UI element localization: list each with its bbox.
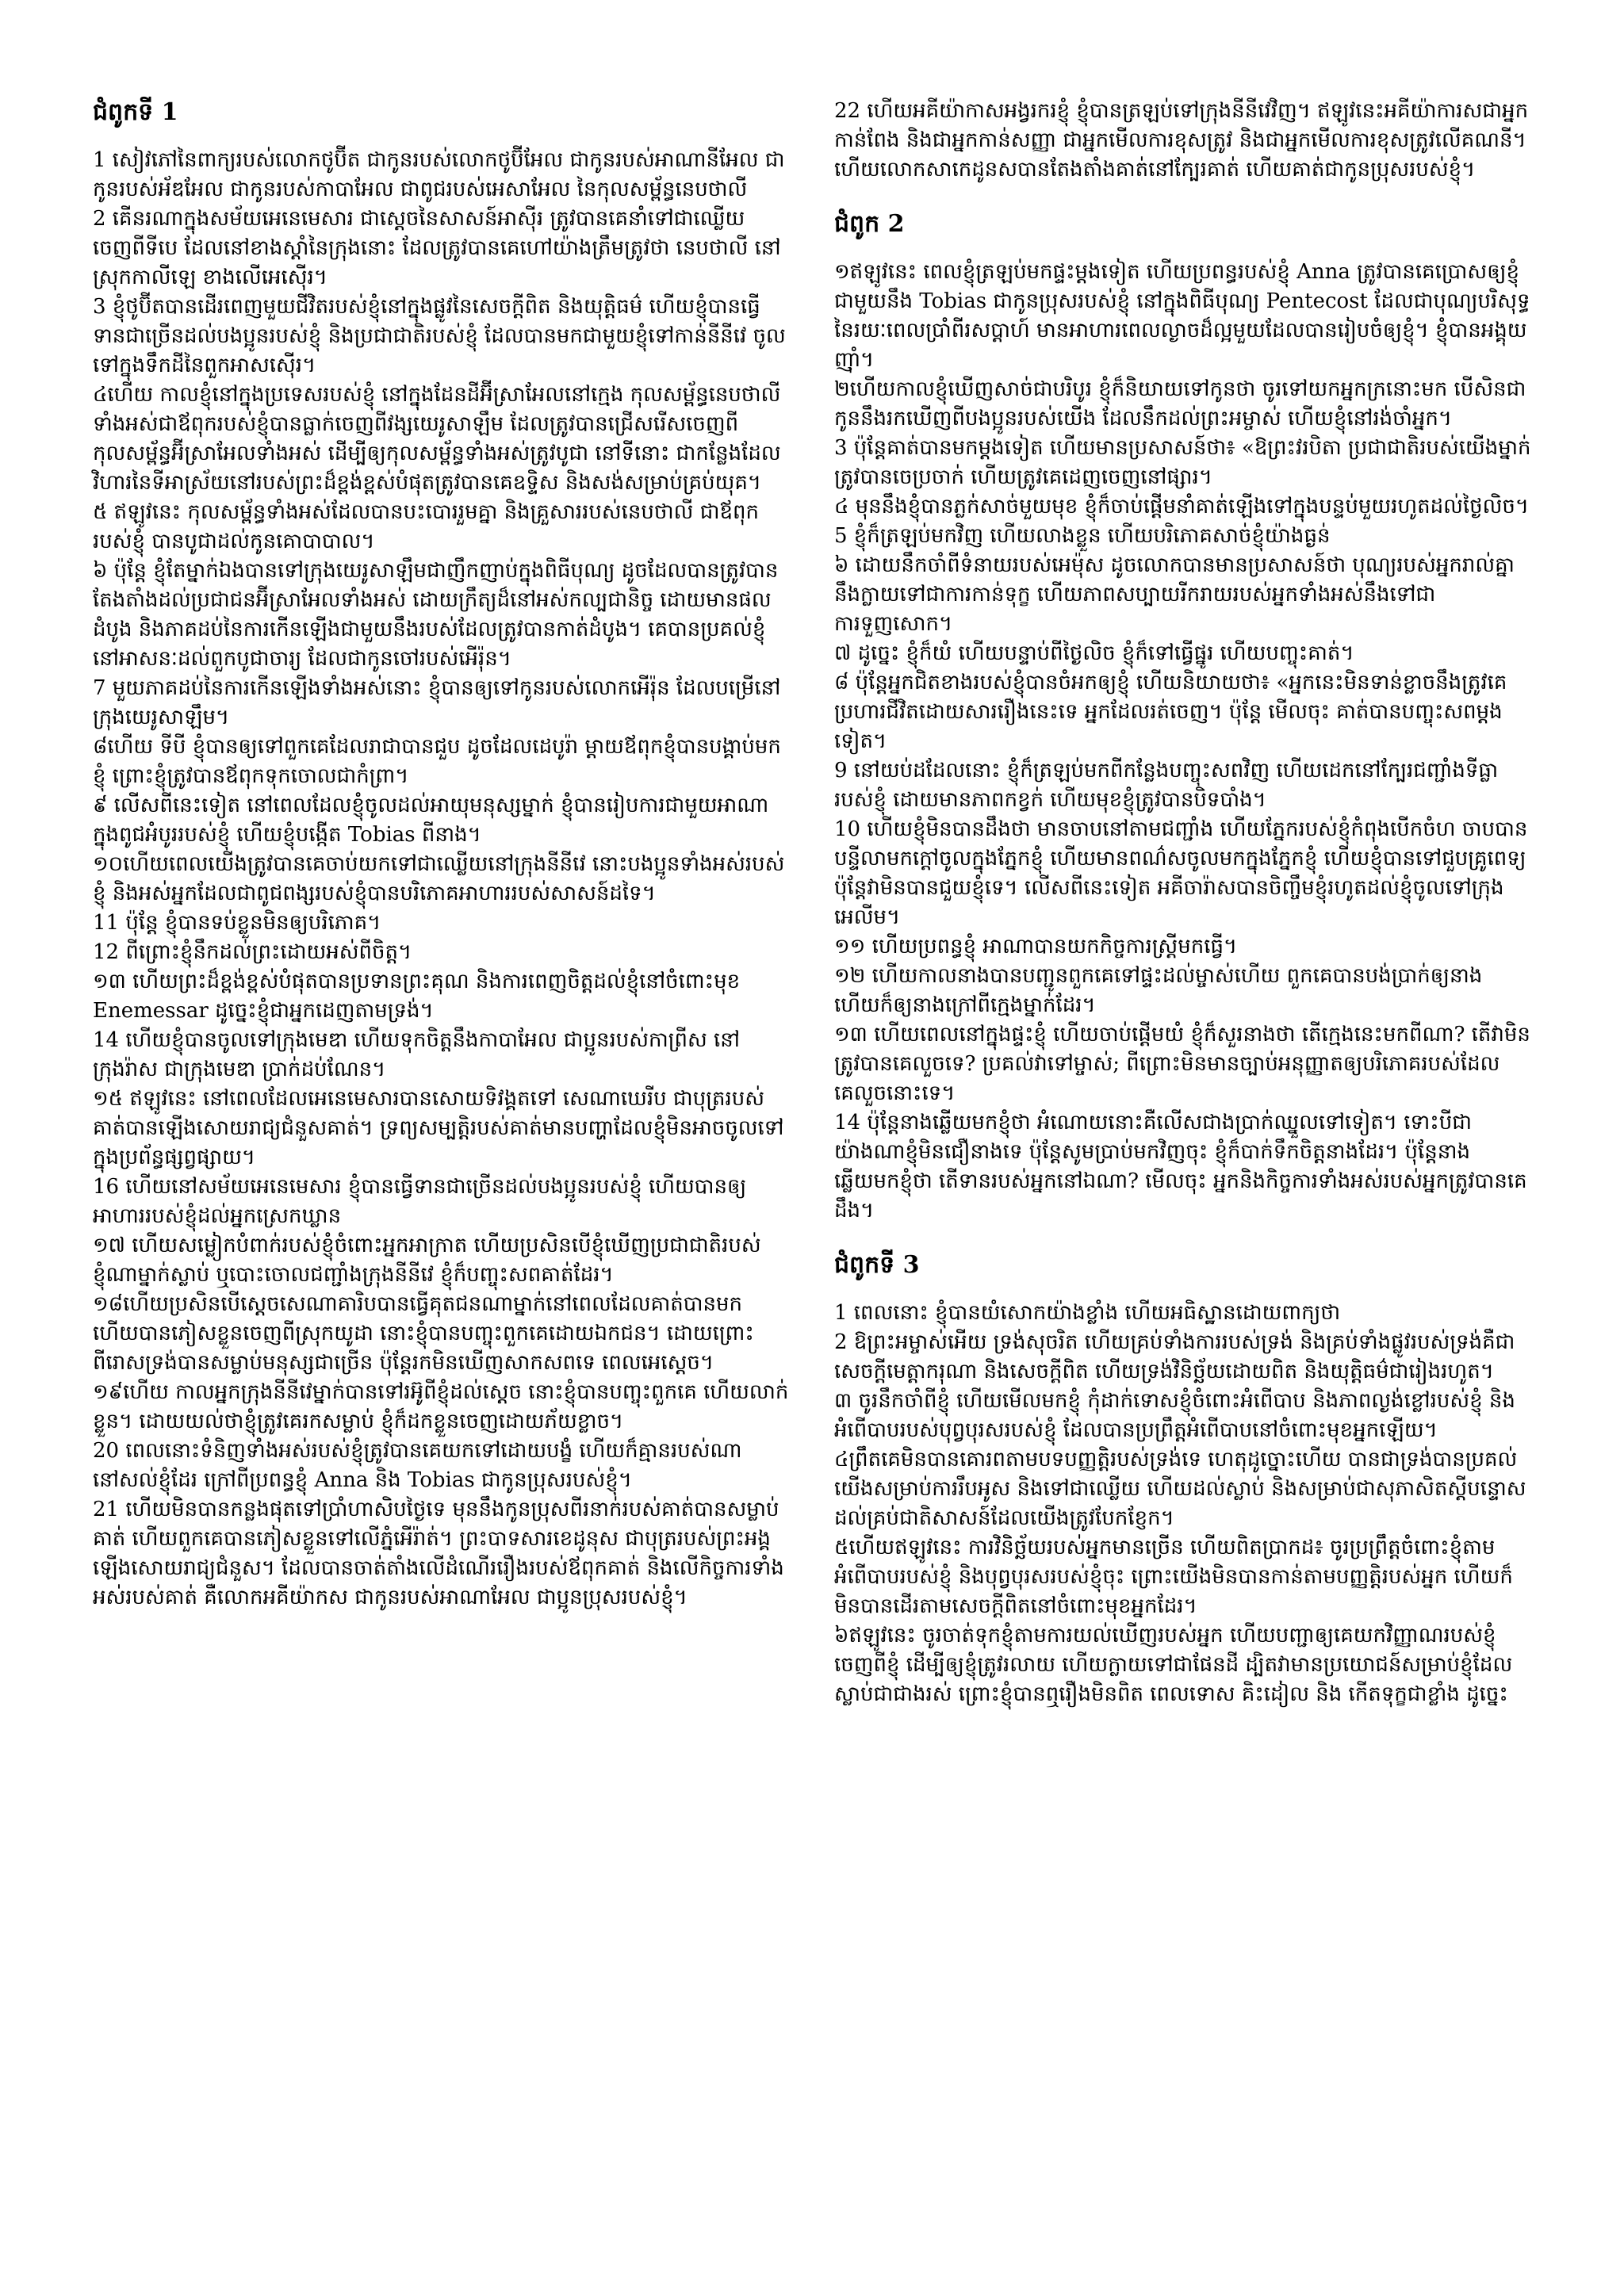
verse: ៨ ប៉ុន្តែអ្នកជិតខាងរបស់ខ្ញុំបានចំអកឲ្យខ្ញុំ ហើយនិយាយថា៖ «អ្នកនេះមិនទាន់ខ្លាចនឹងត្រូវគេប្រហារជីវិតដោយសាររឿងនេះទេ អ្នកដែលរត់ចេញ។ ប៉ុន្តែ មើលចុះ គាត់បានបញ្ចុះសពម្តងទៀត។ [834, 671, 1507, 753]
verse: ១៨ហើយប្រសិនបើស្តេចសេណាគារិបបានធ្វើគុតជនណាម្នាក់នៅពេលដែលគាត់បានមក ហើយបានភៀសខ្លួនចេញពីស្រុកយូដា នោះខ្ញុំបានបញ្ចុះពួកគេដោយឯកជន។ ដោយព្រោះពីរោសទ្រង់បានសម្លាប់មនុស្សជាច្រើន ប៉ុន្តែរកមិនឃើញសាកសពទេ ពេលអេស្តេច។ [93, 1292, 754, 1375]
verse: ៣ ចូរនឹកចាំពីខ្ញុំ ហើយមើលមកខ្ញុំ កុំដាក់ទោសខ្ញុំចំពោះអំពើបាប និងភាពល្ងង់ខ្លៅរបស់ខ្ញុំ និងអំពើបាបរបស់បុព្វបុរសរបស់ខ្ញុំ ដែលបានប្រព្រឹត្តអំពើបាបនៅចំពោះមុខអ្នកឡើយ។ [834, 1389, 1515, 1442]
verse: ៦ឥឡូវនេះ ចូរចាត់ទុកខ្ញុំតាមការយល់ឃើញរបស់អ្នក ហើយបញ្ជាឲ្យគេយកវិញ្ញាណរបស់ខ្ញុំចេញពីខ្ញុំ ដើម្បីឲ្យខ្ញុំត្រូវរលាយ ហើយក្លាយទៅជាផែនដី ដ្បិតវាមានប្រយោជន៍សម្រាប់ខ្ញុំដែលស្លាប់ជាជាងរស់ ព្រោះខ្ញុំបានឮរឿងមិនពិត ពេលទោស គិះដៀល និង កើតទុក្ខជាខ្លាំង ដូច្នេះ [834, 1624, 1513, 1706]
verse: 3 ខ្ញុំថូប៊ីតបានដើរពេញមួយជីវិតរបស់ខ្ញុំនៅក្នុងផ្លូវនៃសេចក្តីពិត និងយុត្តិធម៌ ហើយខ្ញុំបានធ្វើទានជាច្រើនដល់បងប្អូនរបស់ខ្ញុំ និងប្រជាជាតិរបស់ខ្ញុំ ដែលបានមកជាមួយខ្ញុំទៅកាន់នីនីវេ ចូលទៅក្នុងទឹកដីនៃពួកអាសស៊ើរ។ [93, 295, 786, 377]
verse: 2 ឱព្រះអម្ចាស់អើយ ទ្រង់សុចរិត ហើយគ្រប់ទាំងការរបស់ទ្រង់ និងគ្រប់ទាំងផ្លូវរបស់ទ្រង់គឺជាសេចក្តីមេត្តាករុណា និងសេចក្តីពិត ហើយទ្រង់វិនិច្ឆ័យដោយពិត និងយុត្តិធម៌ជារៀងរហូត។ [834, 1330, 1515, 1383]
right-column [834, 97, 1532, 1709]
verse: 20 ពេលនោះទំនិញទាំងអស់របស់ខ្ញុំត្រូវបានគេយកទៅដោយបង្ខំ ហើយក៏គ្មានរបស់ណានៅសល់ខ្ញុំដែរ ក្រៅពីប្រពន្ធខ្ញុំ Anna និង Tobias ជាកូនប្រុសរបស់ខ្ញុំ។ [93, 1439, 742, 1492]
verse: ១១ ហើយប្រពន្ធខ្ញុំ អាណាបានយកកិច្ចការស្ត្រីមកធ្វើ។ [834, 935, 1238, 959]
verse: ៤ហើយ កាលខ្ញុំនៅក្នុងប្រទេសរបស់ខ្ញុំ នៅក្នុងដែនដីអ៊ីស្រាអែលនៅក្មេង កុលសម្ព័ន្ធនេបថាលីទាំងអស់ជាឪពុករបស់ខ្ញុំបានធ្លាក់ចេញពីវង្សយេរូសាឡឹម ដែលត្រូវបានជ្រើសរើសចេញពីកុលសម្ព័ន្ធអ៊ីស្រាអែលទាំងអស់ ដើម្បីឲ្យកុលសម្ព័ន្ធទាំងអស់ត្រូវបូជា នៅទីនោះ ជាកន្លែងដែលវិហារនៃទីអាស្រ័យនៅរបស់ព្រះដ៏ខ្ពង់ខ្ពស់បំផុតត្រូវបានគេឧទ្ទិស និងសង់សម្រាប់គ្រប់យុគ។ [93, 383, 781, 495]
verse: ១៣ ហើយពេលនៅក្នុងផ្ទះខ្ញុំ ហើយចាប់ផ្តើមយំ ខ្ញុំក៏សួរនាងថា តើក្មេងនេះមកពីណា? តើវាមិនត្រូវបានគេលួចទេ? ប្រគល់វាទៅម្ចាស់; ពីព្រោះមិនមានច្បាប់អនុញ្ញាតឲ្យបរិភោគរបស់ដែលគេលួចនោះទេ។ [834, 1023, 1530, 1105]
verse: 16 ហើយនៅសម័យអេនេមេសារ ខ្ញុំបានធ្វើទានជាច្រើនដល់បងប្អូនរបស់ខ្ញុំ ហើយបានឲ្យអាហាររបស់ខ្ញុំដល់អ្នកស្រេកឃ្លាន [93, 1175, 747, 1228]
verse: 14 ប៉ុន្តែនាងឆ្លើយមកខ្ញុំថា អំណោយនោះគឺលើសជាងប្រាក់ឈ្នួលទៅទៀត។ ទោះបីជាយ៉ាងណាខ្ញុំមិនជឿនាងទេ ប៉ុន្តែសូមប្រាប់មកវិញចុះ ខ្ញុំក៏បាក់ទឹកចិត្តនាងដែរ។ ប៉ុន្តែនាងឆ្លើយមកខ្ញុំថា តើទានរបស់អ្នកនៅឯណា? មើលចុះ អ្នកនិងកិច្ចការទាំងអស់របស់អ្នកត្រូវបានគេដឹង។ [834, 1111, 1527, 1223]
verse: 2 គើនរណាក្នុងសម័យអេនេមេសារ ជាស្តេចនៃសាសន៍អាស៊ីរ ត្រូវបានគេនាំទៅជាឈ្លើយចេញពីទីបេ ដែលនៅខាងស្តាំនៃក្រុងនោះ ដែលត្រូវបានគេហៅយ៉ាងត្រឹមត្រូវថា នេបថាលី នៅស្រុកកាលីឡេ ខាងលើអេស៊ើរ។ [93, 207, 781, 289]
left-column [93, 97, 791, 1613]
verse: ៧ ដូច្នេះ ខ្ញុំក៏យំ ហើយបន្ទាប់ពីថ្ងៃលិច ខ្ញុំក៏ទៅធ្វើផ្នូរ ហើយបញ្ចុះគាត់។ [834, 641, 1354, 665]
verse: ១ឥឡូវនេះ ពេលខ្ញុំត្រឡប់មកផ្ទះម្តងទៀត ហើយប្រពន្ធរបស់ខ្ញុំ Anna ត្រូវបានគេប្រោសឲ្យខ្ញុំជាមួយនឹង Tobias ជាកូនប្រុសរបស់ខ្ញុំ នៅក្នុងពិធីបុណ្យ Pentecost ដែលជាបុណ្យបរិសុទ្ធនៃរយៈពេលប្រាំពីរសប្តាហ៍ មានអាហារពេលល្ងាចដ៏ល្អមួយដែលបានរៀបចំឲ្យខ្ញុំ។ ខ្ញុំបានអង្គុយញ៉ាំ។ [834, 260, 1530, 372]
verse: ១៩ហើយ កាលអ្នកក្រុងនីនីវេម្នាក់បានទៅរអ៊ូពីខ្ញុំដល់ស្តេច នោះខ្ញុំបានបញ្ចុះពួកគេ ហើយលាក់ខ្លួន។ ដោយយល់ថាខ្ញុំត្រូវគេរកសម្លាប់ ខ្ញុំក៏ដកខ្លួនចេញដោយភ័យខ្លាច។ [93, 1380, 789, 1433]
chapter-1-verses [93, 146, 791, 1613]
verse: ៥ ឥឡូវនេះ កុលសម្ព័ន្ធទាំងអស់ដែលបានបះបោររួមគ្នា និងគ្រួសាររបស់នេបថាលី ជាឪពុករបស់ខ្ញុំ បានបូជាដល់កូនគោបាបាល។ [93, 500, 759, 553]
chapter-2-verses [834, 258, 1532, 1226]
verse: ៨ហើយ ទីបី ខ្ញុំបានឲ្យទៅពួកគេដែលរាជាបានជួប ដូចដែលដេបូរ៉ា ម្តាយឪពុកខ្ញុំបានបង្គាប់មកខ្ញុំ ព្រោះខ្ញុំត្រូវបានឪពុកទុកចោលជាកំព្រា។ [93, 735, 781, 788]
verse: 11 ប៉ុន្តែ ខ្ញុំបានទប់ខ្លួនមិនឲ្យបរិភោគ។ [93, 911, 381, 935]
verse: ៦ ដោយនឹកចាំពីទំនាយរបស់អេម៉ុស ដូចលោកបានមានប្រសាសន៍ថា បុណ្យរបស់អ្នករាល់គ្នានឹងក្លាយទៅជាការកាន់ទុក្ខ ហើយភាពសប្បាយរីករាយរបស់អ្នកទាំងអស់នឹងទៅជាការទួញសោក។ [834, 553, 1515, 636]
verse: ១៣ ហើយព្រះដ៏ខ្ពង់ខ្ពស់បំផុតបានប្រទានព្រះគុណ និងការពេញចិត្តដល់ខ្ញុំនៅចំពោះមុខ Enemessar ដូច្នេះខ្ញុំជាអ្នកដេញតាមទ្រង់។ [93, 970, 741, 1023]
chapter-2-heading: ជំពូក 2 [834, 210, 905, 238]
verse: 21 ហើយមិនបានកន្លងផុតទៅប្រាំហាសិបថ្ងៃទេ មុននឹងកូនប្រុសពីរនាក់របស់គាត់បានសម្លាប់គាត់ ហើយពួកគេបានភៀសខ្លួនទៅលើភ្នំអើរ៉ាត់។ ព្រះបាទសារខេដូនុស ជាបុត្ររបស់ព្រះអង្គឡើងសោយរាជ្យជំនួស។ ដែលបានចាត់តាំងលើដំណើររឿងរបស់ឪពុកគាត់ និងលើកិច្ចការទាំងអស់របស់គាត់ គឺលោកអគីយ៉ាកស ជាកូនរបស់អាណាអែល ជាប្អូនប្រុសរបស់ខ្ញុំ។ [93, 1498, 784, 1609]
verse: 22 ហើយអគីយ៉ាកាសអង្វរករខ្ញុំ ខ្ញុំបានត្រឡប់ទៅក្រុងនីនីវេវិញ។ ឥឡូវនេះអគីយ៉ាការសជាអ្នកកាន់ពែង និងជាអ្នកកាន់សញ្ញា ជាអ្នកមើលការខុសត្រូវ និងជាអ្នកមើលការខុសត្រូវលើគណនី។ ហើយលោកសាកេដូនសបានតែងតាំងគាត់នៅក្បែរគាត់ ហើយគាត់ជាកូនប្រុសរបស់ខ្ញុំ។ [834, 99, 1529, 182]
verse: ២ហើយកាលខ្ញុំឃើញសាច់ជាបរិបូរ ខ្ញុំក៏និយាយទៅកូនថា ចូរទៅយកអ្នកក្រនោះមក បើសិនជាកូននឹងរកឃើញពីបងប្អូនរបស់យើង ដែលនឹកដល់ព្រះអម្ចាស់ ហើយខ្ញុំនៅរង់ចាំអ្នក។ [834, 377, 1526, 430]
verse: 1 សៀវភៅនៃពាក្យរបស់លោកថូប៊ីត ជាកូនរបស់លោកថូប៊ីអែល ជាកូនរបស់អាណានីអែល ជាកូនរបស់អ័ឌអែល ជាកូនរបស់កាបាអែល ជាពូជរបស់អេសាអែល នៃកុលសម្ព័ន្ធនេបថាលី [93, 148, 785, 201]
chapter-3-verses [834, 1299, 1532, 1709]
verse: ៤ព្រឹតគេមិនបានគោរពតាមបទបញ្ញត្តិរបស់ទ្រង់ទេ ហេតុដូច្នោះហើយ បានជាទ្រង់បានប្រគល់យើងសម្រាប់ការរឹបអូស និងទៅជាឈ្លើយ ហើយដល់ស្លាប់ និងសម្រាប់ជាសុភាសិតស្តីបន្ទោសដល់គ្រប់ជាតិសាសន៍ដែលយើងត្រូវបែកខ្ញែក។ [834, 1448, 1526, 1530]
chapter-3-heading: ជំពូកទី 3 [834, 1251, 920, 1279]
verse: ១២ ហើយកាលនាងបានបញ្ជូនពួកគេទៅផ្ទះដល់ម្ចាស់ហើយ ពួកគេបានបង់ប្រាក់ឲ្យនាង ហើយក៏ឲ្យនាងក្រៅពីក្មេងម្នាក់ដែរ។ [834, 964, 1483, 1017]
verse: 12 ពីព្រោះខ្ញុំនឹកដល់ព្រះដោយអស់ពីចិត្ត។ [93, 940, 412, 964]
verse: ៦ ប៉ុន្តែ ខ្ញុំតែម្នាក់ឯងបានទៅក្រុងយេរូសាឡឹមជាញឹកញាប់ក្នុងពិធីបុណ្យ ដូចដែលបានត្រូវបានតែងតាំងដល់ប្រជាជនអ៊ីស្រាអែលទាំងអស់ ដោយក្រឹត្យដ៏នៅអស់កល្បជានិច្ច ដោយមានផលដំបូង និងភាគដប់នៃការកើនឡើងជាមួយនឹងរបស់ដែលត្រូវបានកាត់ដំបូង។ គេបានប្រគល់ខ្ញុំនៅអាសនៈដល់ពួកបូជាចារ្យ ដែលជាកូនចៅរបស់អើរ៉ុន។ [93, 559, 779, 671]
verse: 3 ប៉ុន្តែគាត់បានមកម្តងទៀត ហើយមានប្រសាសន៍ថា៖ «ឱព្រះវរបិតា ប្រជាជាតិរបស់យើងម្នាក់ត្រូវបានចេប្រចាក់ ហើយត្រូវគេដេញចេញនៅផ្សារ។ [834, 436, 1531, 489]
verse: ៩ លើសពីនេះទៀត នៅពេលដែលខ្ញុំចូលដល់អាយុមនុស្សម្នាក់ ខ្ញុំបានរៀបការជាមួយអាណាក្នុងពូជអំបូររបស់ខ្ញុំ ហើយខ្ញុំបង្កើត Tobias ពីនាង។ [93, 794, 769, 847]
verse: ១០ហើយពេលយើងត្រូវបានគេចាប់យកទៅជាឈ្លើយនៅក្រុងនីនីវេ នោះបងប្អូនទាំងអស់របស់ខ្ញុំ និងអស់អ្នកដែលជាពូជពង្សរបស់ខ្ញុំបានបរិភោគអាហាររបស់សាសន៍ដទៃ។ [93, 852, 785, 905]
verse: 7 មួយភាគដប់នៃការកើនឡើងទាំងអស់នោះ ខ្ញុំបានឲ្យទៅកូនរបស់លោកអើរ៉ុន ដែលបម្រើនៅក្រុងយេរូសាឡឹម។ [93, 676, 781, 729]
verse: ១៥ ឥឡូវនេះ នៅពេលដែលអេនេមេសារបានសោយទិវង្គតទៅ សេណាឃេរីប ជាបុត្ររបស់គាត់បានឡើងសោយរាជ្យជំនួសគាត់។ ទ្រព្យសម្បត្តិរបស់គាត់មានបញ្ហាដែលខ្ញុំមិនអាចចូលទៅក្នុងប្រព័ន្ធផ្សព្វផ្សាយ។ [93, 1087, 784, 1169]
verse: 9 នៅយប់ដដែលនោះ ខ្ញុំក៏ត្រឡប់មកពីកន្លែងបញ្ចុះសពវិញ ហើយដេកនៅក្បែរជញ្ជាំងទីធ្លារបស់ខ្ញុំ ដោយមានភាពកខ្វក់ ហើយមុខខ្ញុំត្រូវបានបិទបាំង។ [834, 759, 1499, 812]
verse: 5 ខ្ញុំក៏ត្រឡប់មកវិញ ហើយលាងខ្លួន ហើយបរិភោគសាច់ខ្ញុំយ៉ាងធ្ងន់ [834, 524, 1331, 548]
verse: ១៧ ហើយសម្លៀកបំពាក់របស់ខ្ញុំចំពោះអ្នកអាក្រាត ហើយប្រសិនបើខ្ញុំឃើញប្រជាជាតិរបស់ខ្ញុំណាម្នាក់ស្លាប់ ឬបោះចោលជញ្ជាំងក្រុងនីនីវេ ខ្ញុំក៏បញ្ចុះសពគាត់ដែរ។ [93, 1234, 761, 1287]
chapter-1-continued [834, 97, 1532, 185]
verse: 14 ហើយខ្ញុំបានចូលទៅក្រុងមេឌា ហើយទុកចិត្តនឹងកាបាអែល ជាប្អូនរបស់កាព្រីស នៅក្រុងរ៉ាស ជាក្រុងមេឌា ប្រាក់ដប់ណែន។ [93, 1028, 741, 1081]
verse: 10 ហើយខ្ញុំមិនបានដឹងថា មានចាបនៅតាមជញ្ជាំង ហើយភ្នែករបស់ខ្ញុំកំពុងបើកចំហ ចាបបានបន្ទីលាមកក្តៅចូលក្នុងភ្នែកខ្ញុំ ហើយមានពណ៌សចូលមកក្នុងភ្នែកខ្ញុំ ហើយខ្ញុំបានទៅជួបគ្រូពេទ្យ ប៉ុន្តែវាមិនបានជួយខ្ញុំទេ។ លើសពីនេះទៀត អគីចារ៉ាសបានចិញ្ចឹមខ្ញុំរហូតដល់ខ្ញុំចូលទៅក្រុងអេលីម។ [834, 817, 1528, 929]
verse: ៥ហើយឥឡូវនេះ ការវិនិច្ឆ័យរបស់អ្នកមានច្រើន ហើយពិតប្រាកដ៖ ចូរប្រព្រឹត្តចំពោះខ្ញុំតាមអំពើបាបរបស់ខ្ញុំ និងបុព្វបុរសរបស់ខ្ញុំចុះ ព្រោះយើងមិនបានកាន់តាមបញ្ញត្តិរបស់អ្នក ហើយក៏មិនបានដើរតាមសេចក្តីពិតនៅចំពោះមុខអ្នកដែរ។ [834, 1536, 1513, 1618]
verse: 1 ពេលនោះ ខ្ញុំបានយំសោកយ៉ាងខ្លាំង ហើយអធិស្ឋានដោយពាក្យថា [834, 1301, 1341, 1325]
chapter-1-heading: ជំពូកទី 1 [93, 98, 178, 126]
verse: ៤ មុននឹងខ្ញុំបានភ្លក់សាច់មួយមុខ ខ្ញុំក៏ចាប់ផ្តើមនាំគាត់ឡើងទៅក្នុងបន្ទប់មួយរហូតដល់ថ្ងៃលិច។ [834, 495, 1530, 519]
